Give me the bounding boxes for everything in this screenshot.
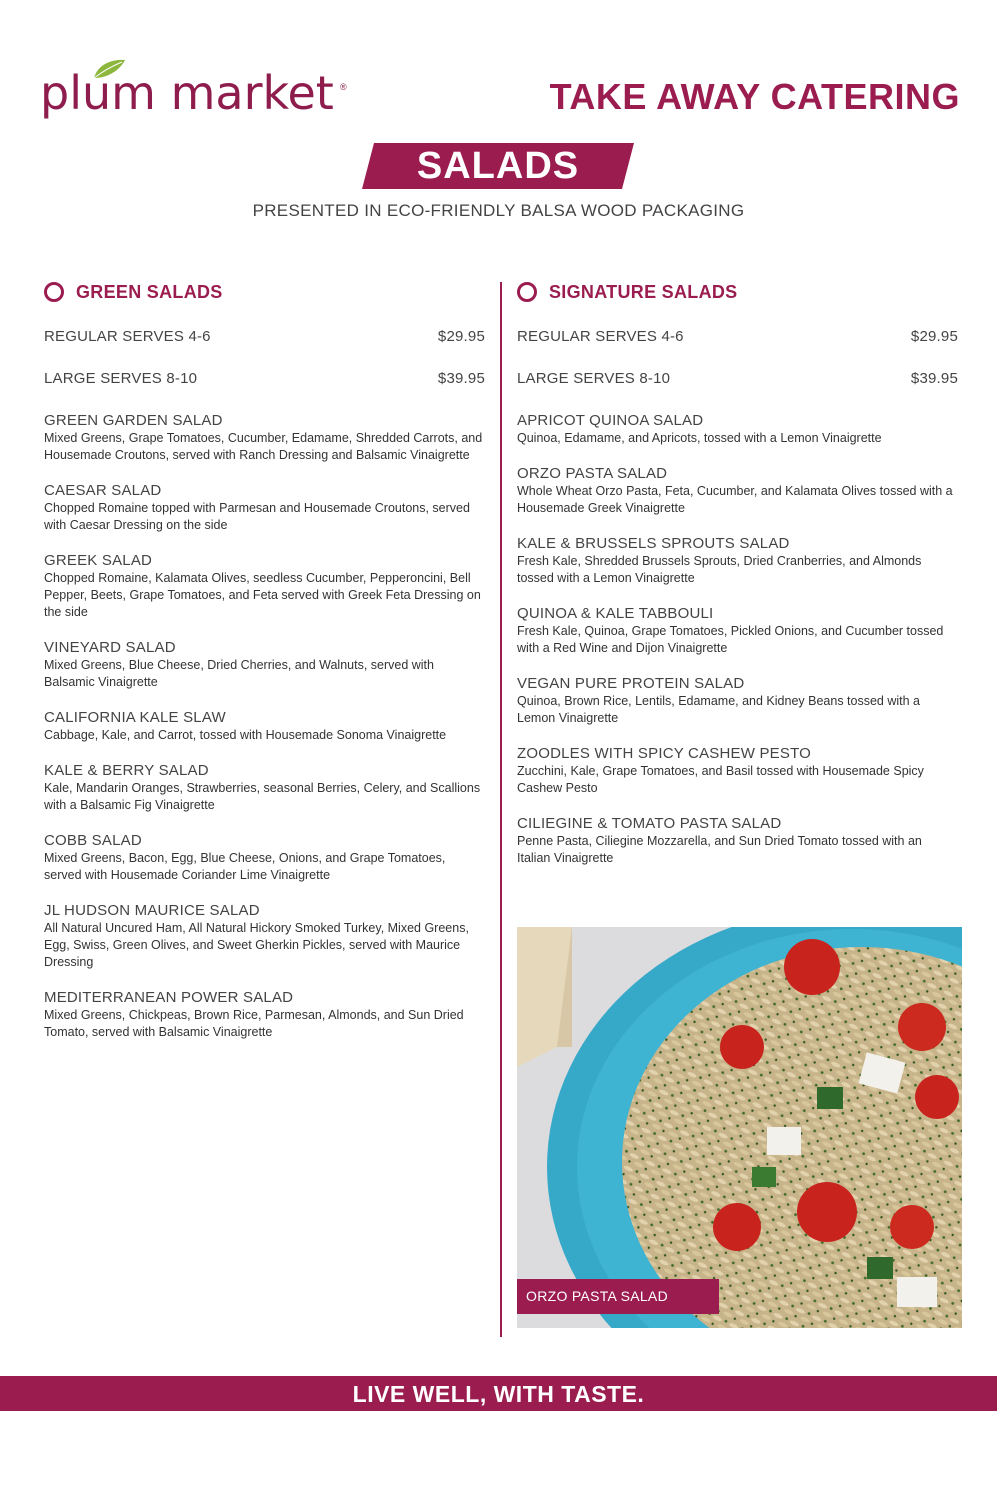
- brand-logo: [40, 58, 360, 128]
- price-label: REGULAR SERVES 4-6: [517, 328, 684, 345]
- menu-item: [44, 709, 485, 744]
- menu-item: [44, 989, 485, 1041]
- price-value: $39.95: [437, 370, 485, 387]
- item-description: Quinoa, Edamame, and Apricots, tossed with a Lemon Vinaigrette: [517, 431, 882, 445]
- section-title: GREEN SALADS: [76, 281, 223, 302]
- menu-item: [44, 832, 485, 884]
- menu-item: [517, 745, 958, 797]
- price-label: REGULAR SERVES 4-6: [44, 328, 211, 345]
- item-description: Quinoa, Brown Rice, Lentils, Edamame, and Kidney Beans tossed with a Lemon Vinaigrette: [517, 694, 920, 725]
- signature-salads-header: [517, 280, 958, 304]
- price-row: [517, 328, 958, 348]
- price-value: $29.95: [910, 328, 958, 345]
- item-description: Penne Pasta, Ciliegine Mozzarella, and Sun Dried Tomato tossed with an Italian Vinaigrette: [517, 834, 922, 865]
- item-description: Chopped Romaine, Kalamata Olives, seedless Cucumber, Pepperoncini, Bell Pepper, Beets, Grape Tomatoes, and Feta served with Greek Feta Dressing on the side: [44, 571, 481, 619]
- item-name: GREEN GARDEN SALAD: [44, 412, 223, 429]
- item-name: VINEYARD SALAD: [44, 639, 176, 656]
- menu-item: [517, 412, 958, 447]
- price-label: LARGE SERVES 8-10: [44, 370, 198, 387]
- item-name: APRICOT QUINOA SALAD: [517, 412, 704, 429]
- item-description: Mixed Greens, Grape Tomatoes, Cucumber, Edamame, Shredded Carrots, and Housemade Croutons, served with Ranch Dressing and Balsamic Vinaigrette: [44, 431, 483, 462]
- column-divider: [500, 282, 502, 1337]
- circle-bullet-icon: [44, 282, 64, 302]
- item-name: MEDITERRANEAN POWER SALAD: [44, 989, 294, 1006]
- menu-item: [517, 605, 958, 657]
- section-title: SIGNATURE SALADS: [549, 281, 738, 302]
- banner-title: SALADS: [416, 145, 580, 187]
- price-row: [44, 328, 485, 348]
- item-description: Mixed Greens, Chickpeas, Brown Rice, Parmesan, Almonds, and Sun Dried Tomato, served with Balsamic Vinaigrette: [44, 1008, 464, 1039]
- item-name: COBB SALAD: [44, 832, 142, 849]
- item-description: Fresh Kale, Shredded Brussels Sprouts, Dried Cranberries, and Almonds tossed with a Lemon Vinaigrette: [517, 554, 922, 585]
- green-salads-header: [44, 280, 485, 304]
- item-description: Mixed Greens, Bacon, Egg, Blue Cheese, Onions, and Grape Tomatoes, served with Housemade Coriander Lime Vinaigrette: [44, 851, 446, 882]
- signature-salads-column: [517, 280, 958, 885]
- section-banner: [362, 143, 634, 189]
- item-name: VEGAN PURE PROTEIN SALAD: [517, 675, 745, 692]
- item-description: Cabbage, Kale, and Carrot, tossed with Housemade Sonoma Vinaigrette: [44, 728, 447, 742]
- green-salads-column: [44, 280, 485, 1059]
- footer-tagline: LIVE WELL, WITH TASTE.: [0, 1376, 997, 1411]
- item-name: ORZO PASTA SALAD: [517, 465, 668, 482]
- menu-item: [517, 675, 958, 727]
- item-name: CILIEGINE & TOMATO PASTA SALAD: [517, 815, 782, 832]
- logo-wordmark: plum market: [40, 66, 334, 120]
- menu-item: [517, 535, 958, 587]
- item-description: Zucchini, Kale, Grape Tomatoes, and Basil tossed with Housemade Spicy Cashew Pesto: [517, 764, 924, 795]
- item-name: CALIFORNIA KALE SLAW: [44, 709, 226, 726]
- menu-item: [44, 412, 485, 464]
- page-title: TAKE AWAY CATERING: [549, 76, 960, 117]
- item-name: CAESAR SALAD: [44, 482, 162, 499]
- item-description: Chopped Romaine topped with Parmesan and Housemade Croutons, served with Caesar Dressing on the side: [44, 501, 470, 532]
- menu-item: [44, 639, 485, 691]
- item-name: KALE & BRUSSELS SPROUTS SALAD: [517, 535, 790, 552]
- price-label: LARGE SERVES 8-10: [517, 370, 671, 387]
- registered-mark: ®: [340, 82, 347, 92]
- menu-item: [44, 482, 485, 534]
- item-description: Fresh Kale, Quinoa, Grape Tomatoes, Pickled Onions, and Cucumber tossed with a Red Wine and Dijon Vinaigrette: [517, 624, 944, 655]
- item-description: All Natural Uncured Ham, All Natural Hickory Smoked Turkey, Mixed Greens, Egg, Swiss, Green Olives, and Sweet Gherkin Pickles, served with Maurice Dressing: [44, 921, 469, 969]
- menu-item: [44, 762, 485, 814]
- menu-item: [44, 902, 485, 971]
- orzo-salad-photo: [517, 927, 962, 1328]
- item-name: ZOODLES WITH SPICY CASHEW PESTO: [517, 745, 812, 762]
- item-name: JL HUDSON MAURICE SALAD: [44, 902, 260, 919]
- circle-bullet-icon: [517, 282, 537, 302]
- menu-item: [44, 552, 485, 621]
- menu-item: [517, 815, 958, 867]
- price-row: [44, 370, 485, 390]
- item-description: Mixed Greens, Blue Cheese, Dried Cherries, and Walnuts, served with Balsamic Vinaigrette: [44, 658, 434, 689]
- price-row: [517, 370, 958, 390]
- menu-item: [517, 465, 958, 517]
- price-value: $39.95: [910, 370, 958, 387]
- item-name: GREEK SALAD: [44, 552, 153, 569]
- photo-caption: ORZO PASTA SALAD: [517, 1279, 719, 1314]
- food-photo-illustration: [517, 927, 962, 1328]
- item-name: KALE & BERRY SALAD: [44, 762, 209, 779]
- price-value: $29.95: [437, 328, 485, 345]
- item-description: Whole Wheat Orzo Pasta, Feta, Cucumber, and Kalamata Olives tossed with a Housemade Greek Vinaigrette: [517, 484, 953, 515]
- item-description: Kale, Mandarin Oranges, Strawberries, seasonal Berries, Celery, and Scallions with a Balsamic Fig Vinaigrette: [44, 781, 481, 812]
- item-name: QUINOA & KALE TABBOULI: [517, 605, 714, 622]
- subtitle: PRESENTED IN ECO-FRIENDLY BALSA WOOD PACKAGING: [252, 201, 745, 220]
